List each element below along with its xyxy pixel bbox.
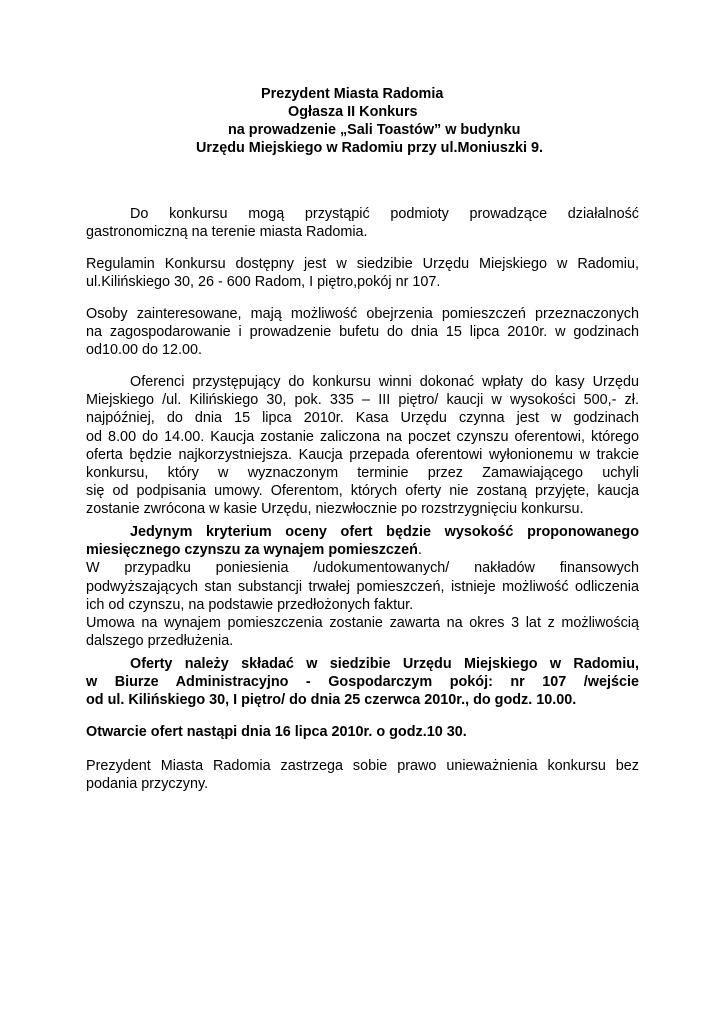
text-line: konkursu, który w wyznaczonym terminie przez Zamawiającego uchyli xyxy=(86,464,639,481)
paragraph-criteria xyxy=(86,523,639,650)
text-line: Prezydent Miasta Radomia zastrzega sobie prawo unieważnienia konkursu bez xyxy=(86,758,639,774)
paragraph-deposit xyxy=(86,373,639,519)
paragraph-eligibility xyxy=(86,205,639,241)
text-line: od 8.00 do 14.00. Kaucja zostanie zaliczona na poczet czynszu oferentowi, którego xyxy=(86,428,639,445)
paragraph-inspection xyxy=(86,305,639,360)
text-line: Oferenci przystępujący do konkursu winni dokonać wpłaty do kasy Urzędu xyxy=(130,374,639,390)
text-line: w Biurze Administracyjno - Gospodarczym pokój: nr 107 /wejście xyxy=(86,674,639,691)
paragraph-reservation xyxy=(86,757,639,793)
text-line: podwyższających stan substancji trwałej pomieszczeń, istnieje możliwość odliczenia xyxy=(86,578,639,595)
text-line: podania przyczyny. xyxy=(86,776,209,793)
text-line: Otwarcie ofert nastąpi dnia 16 lipca 2010r. o godz.10 30. xyxy=(86,724,467,740)
text-line: gastronomiczną na terenie miasta Radomia. xyxy=(86,224,368,241)
text-line xyxy=(86,541,639,559)
text-line: ich od czynszu, na podstawie przedłożonych faktur. xyxy=(86,596,414,613)
text-line: dalszego przedłużenia. xyxy=(86,633,234,650)
text-line: od10.00 do 12.00. xyxy=(86,342,203,359)
paragraph-regulations xyxy=(86,255,639,291)
text-line: ul.Kilińskiego 30, 26 - 600 Radom, I piętro,pokój nr 107. xyxy=(86,274,441,291)
punctuation: . xyxy=(417,542,422,559)
header-line-3: na prowadzenie „Sali Toastów” w budynku xyxy=(228,122,521,138)
text-line: się od podpisania umowy. Oferentom, których oferty nie zostaną przyjęte, kaucja xyxy=(86,483,639,500)
text-line: Jedynym kryterium oceny ofert będzie wysokość proponowanego xyxy=(130,524,639,540)
text-line: najpóźniej, do dnia 15 lipca 2010r. Kasa Urzędu czynna jest w godzinach xyxy=(86,410,639,427)
text-line: od ul. Kilińskiego 30, I piętro/ do dnia 25 czerwca 2010r., do godz. 10.00. xyxy=(86,692,577,709)
text-line: oferta będzie najkorzystniejsza. Kaucja przepada oferentowi wyłonionemu w trakcie xyxy=(86,446,639,463)
text-line: Regulamin Konkursu dostępny jest w siedzibie Urzędu Miejskiego w Radomiu, xyxy=(86,256,639,272)
paragraph-submission xyxy=(86,655,639,710)
text-line: Oferty należy składać w siedzibie Urzędu Miejskiego w Radomiu, xyxy=(130,656,639,672)
text-line: W przypadku poniesienia /udokumentowanych/ nakładów finansowych xyxy=(86,560,639,577)
bold-text: miesięcznego czynszu za wynajem pomieszczeń xyxy=(86,542,418,559)
text-line: zostanie zwrócona w kasie Urzędu, niezwłocznie po rozstrzygnięciu konkursu. xyxy=(86,501,584,518)
text-line: Umowa na wynajem pomieszczenia zostanie zawarta na okres 3 lat z możliwością xyxy=(86,614,639,631)
text-line: Do konkursu mogą przystąpić podmioty prowadzące działalność xyxy=(130,206,639,222)
text-line: na zagospodarowanie i prowadzenie bufetu do dnia 15 lipca 2010r. w godzinach xyxy=(86,324,639,341)
text-line: Osoby zainteresowane, mają możliwość obejrzenia pomieszczeń przeznaczonych xyxy=(86,306,639,322)
text-line: Miejskiego /ul. Kilińskiego 30, pok. 335 – III piętro/ kaucji w wysokości 500,- zł. xyxy=(86,392,639,409)
header-line-4: Urzędu Miejskiego w Radomiu przy ul.Moniuszki 9. xyxy=(196,140,544,156)
paragraph-opening xyxy=(86,723,639,741)
header-title: Prezydent Miasta Radomia xyxy=(261,86,444,102)
header-subtitle: Ogłasza II Konkurs xyxy=(288,104,418,120)
